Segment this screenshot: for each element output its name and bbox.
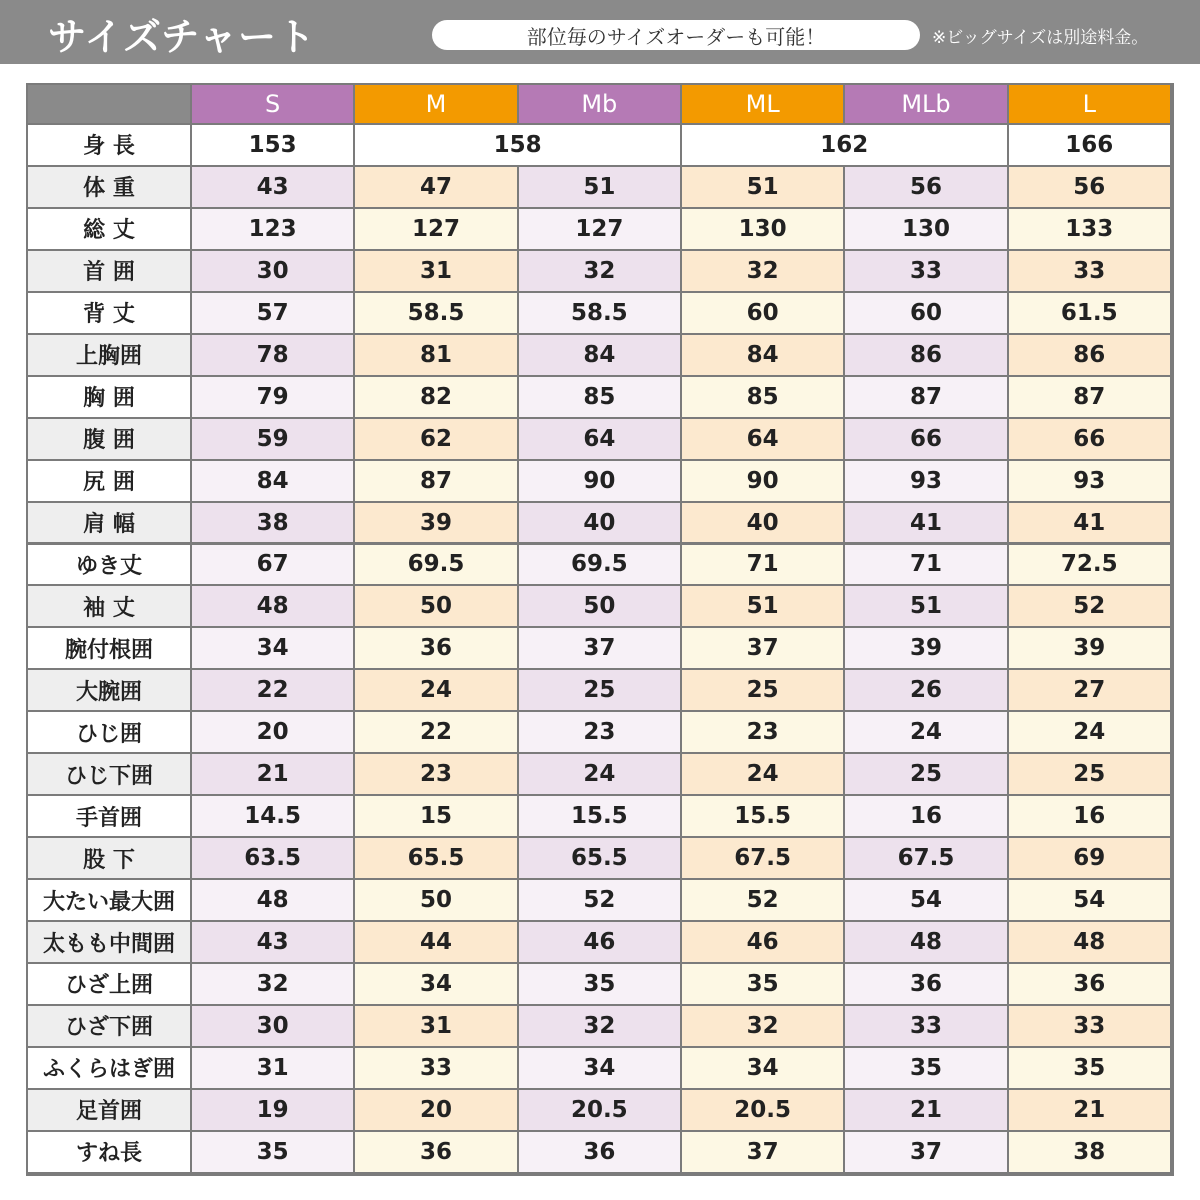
size-value-cell: 15.5 [682, 796, 843, 836]
size-value-cell: 52 [1009, 586, 1170, 626]
size-value-cell: 33 [1009, 251, 1170, 291]
size-value-cell: 56 [1009, 167, 1170, 207]
size-value-cell: 23 [355, 754, 516, 794]
size-value-cell: 133 [1009, 209, 1170, 249]
size-value-cell: 40 [682, 503, 843, 543]
big-size-note: ※ビッグサイズは別途料金。 [932, 28, 1149, 48]
size-value-cell: 65.5 [355, 838, 516, 878]
size-value-cell: 61.5 [1009, 293, 1170, 333]
size-value-cell: 81 [355, 335, 516, 375]
header-bar [0, 0, 1200, 64]
height-value-cell: 166 [1009, 125, 1170, 165]
size-value-cell: 48 [192, 586, 353, 626]
size-value-cell: 32 [519, 251, 680, 291]
row-label: 体 重 [28, 167, 190, 207]
size-value-cell: 54 [845, 880, 1006, 920]
row-label: 総 丈 [28, 209, 190, 249]
size-value-cell: 90 [682, 461, 843, 501]
size-value-cell: 39 [355, 503, 516, 543]
size-value-cell: 86 [845, 335, 1006, 375]
row-label: 背 丈 [28, 293, 190, 333]
size-value-cell: 22 [192, 670, 353, 710]
size-value-cell: 21 [1009, 1090, 1170, 1130]
size-value-cell: 32 [682, 1006, 843, 1046]
size-value-cell: 38 [1009, 1132, 1170, 1172]
size-value-cell: 33 [1009, 1006, 1170, 1046]
size-value-cell: 21 [845, 1090, 1006, 1130]
size-value-cell: 38 [192, 503, 353, 543]
row-label-height: 身 長 [28, 125, 190, 165]
size-value-cell: 54 [1009, 880, 1170, 920]
size-value-cell: 58.5 [519, 293, 680, 333]
size-value-cell: 25 [519, 670, 680, 710]
header-corner-cell [28, 85, 190, 123]
size-value-cell: 87 [1009, 377, 1170, 417]
size-value-cell: 47 [355, 167, 516, 207]
size-value-cell: 82 [355, 377, 516, 417]
size-value-cell: 46 [519, 922, 680, 962]
size-header-s: S [192, 85, 353, 123]
row-label: 足首囲 [28, 1090, 190, 1130]
size-header-ml: ML [682, 85, 843, 123]
size-order-pill [432, 20, 920, 50]
size-value-cell: 60 [845, 293, 1006, 333]
size-value-cell: 35 [519, 964, 680, 1004]
size-value-cell: 93 [845, 461, 1006, 501]
size-value-cell: 50 [519, 586, 680, 626]
size-value-cell: 51 [845, 586, 1006, 626]
row-label: 腹 囲 [28, 419, 190, 459]
row-label: 手首囲 [28, 796, 190, 836]
size-value-cell: 66 [845, 419, 1006, 459]
size-value-cell: 24 [682, 754, 843, 794]
size-value-cell: 127 [519, 209, 680, 249]
size-value-cell: 51 [682, 167, 843, 207]
size-value-cell: 20 [355, 1090, 516, 1130]
size-value-cell: 64 [682, 419, 843, 459]
size-value-cell: 30 [192, 1006, 353, 1046]
size-value-cell: 43 [192, 922, 353, 962]
size-value-cell: 60 [682, 293, 843, 333]
size-value-cell: 69 [1009, 838, 1170, 878]
size-value-cell: 64 [519, 419, 680, 459]
size-value-cell: 22 [355, 712, 516, 752]
size-value-cell: 34 [192, 628, 353, 668]
size-value-cell: 123 [192, 209, 353, 249]
size-value-cell: 24 [1009, 712, 1170, 752]
size-value-cell: 63.5 [192, 838, 353, 878]
size-value-cell: 67.5 [845, 838, 1006, 878]
size-value-cell: 62 [355, 419, 516, 459]
size-value-cell: 67 [192, 545, 353, 585]
size-value-cell: 84 [519, 335, 680, 375]
size-value-cell: 20.5 [682, 1090, 843, 1130]
size-value-cell: 25 [682, 670, 843, 710]
size-value-cell: 30 [192, 251, 353, 291]
row-label: 胸 囲 [28, 377, 190, 417]
size-value-cell: 52 [519, 880, 680, 920]
size-value-cell: 25 [1009, 754, 1170, 794]
size-value-cell: 40 [519, 503, 680, 543]
size-value-cell: 86 [1009, 335, 1170, 375]
size-header-m: M [355, 85, 516, 123]
size-value-cell: 34 [682, 1048, 843, 1088]
size-value-cell: 51 [682, 586, 843, 626]
row-label: 尻 囲 [28, 461, 190, 501]
size-order-text: 部位毎のサイズオーダーも可能！ [526, 24, 826, 49]
row-label: 肩 幅 [28, 503, 190, 543]
size-value-cell: 71 [845, 545, 1006, 585]
size-value-cell: 41 [1009, 503, 1170, 543]
size-value-cell: 50 [355, 880, 516, 920]
size-value-cell: 19 [192, 1090, 353, 1130]
size-value-cell: 25 [845, 754, 1006, 794]
size-value-cell: 130 [682, 209, 843, 249]
size-value-cell: 31 [355, 1006, 516, 1046]
size-value-cell: 85 [519, 377, 680, 417]
size-value-cell: 51 [519, 167, 680, 207]
size-value-cell: 41 [845, 503, 1006, 543]
size-value-cell: 16 [845, 796, 1006, 836]
size-value-cell: 69.5 [519, 545, 680, 585]
size-value-cell: 87 [355, 461, 516, 501]
size-chart-table [26, 83, 1174, 1176]
size-value-cell: 46 [682, 922, 843, 962]
row-label: ひざ上囲 [28, 964, 190, 1004]
size-value-cell: 32 [519, 1006, 680, 1046]
size-value-cell: 37 [519, 628, 680, 668]
size-value-cell: 69.5 [355, 545, 516, 585]
size-value-cell: 48 [1009, 922, 1170, 962]
size-value-cell: 71 [682, 545, 843, 585]
size-value-cell: 79 [192, 377, 353, 417]
size-value-cell: 130 [845, 209, 1006, 249]
size-value-cell: 33 [355, 1048, 516, 1088]
size-value-cell: 48 [192, 880, 353, 920]
size-value-cell: 27 [1009, 670, 1170, 710]
size-value-cell: 24 [355, 670, 516, 710]
size-value-cell: 32 [192, 964, 353, 1004]
size-value-cell: 14.5 [192, 796, 353, 836]
size-value-cell: 39 [1009, 628, 1170, 668]
size-value-cell: 24 [845, 712, 1006, 752]
size-value-cell: 56 [845, 167, 1006, 207]
size-value-cell: 44 [355, 922, 516, 962]
size-value-cell: 127 [355, 209, 516, 249]
size-value-cell: 36 [845, 964, 1006, 1004]
size-value-cell: 87 [845, 377, 1006, 417]
size-value-cell: 36 [355, 1132, 516, 1172]
size-value-cell: 24 [519, 754, 680, 794]
size-value-cell: 33 [845, 1006, 1006, 1046]
size-value-cell: 78 [192, 335, 353, 375]
size-value-cell: 39 [845, 628, 1006, 668]
size-value-cell: 15 [355, 796, 516, 836]
size-value-cell: 52 [682, 880, 843, 920]
size-value-cell: 66 [1009, 419, 1170, 459]
row-label: 大たい最大囲 [28, 880, 190, 920]
size-value-cell: 23 [682, 712, 843, 752]
size-value-cell: 35 [1009, 1048, 1170, 1088]
size-value-cell: 35 [845, 1048, 1006, 1088]
size-value-cell: 43 [192, 167, 353, 207]
row-label: 股 下 [28, 838, 190, 878]
row-label: ひじ囲 [28, 712, 190, 752]
size-value-cell: 36 [519, 1132, 680, 1172]
size-value-cell: 23 [519, 712, 680, 752]
size-value-cell: 20 [192, 712, 353, 752]
size-value-cell: 31 [355, 251, 516, 291]
size-value-cell: 36 [355, 628, 516, 668]
size-value-cell: 36 [1009, 964, 1170, 1004]
size-value-cell: 85 [682, 377, 843, 417]
size-value-cell: 90 [519, 461, 680, 501]
size-value-cell: 48 [845, 922, 1006, 962]
page-title: サイズチャート [48, 15, 317, 59]
size-value-cell: 34 [355, 964, 516, 1004]
size-value-cell: 59 [192, 419, 353, 459]
row-label: 上胸囲 [28, 335, 190, 375]
size-value-cell: 50 [355, 586, 516, 626]
size-value-cell: 37 [682, 1132, 843, 1172]
row-label: 腕付根囲 [28, 628, 190, 668]
size-value-cell: 58.5 [355, 293, 516, 333]
row-label: 太もも中間囲 [28, 922, 190, 962]
size-value-cell: 15.5 [519, 796, 680, 836]
row-label: ひじ下囲 [28, 754, 190, 794]
size-value-cell: 57 [192, 293, 353, 333]
size-value-cell: 84 [682, 335, 843, 375]
size-value-cell: 37 [682, 628, 843, 668]
size-value-cell: 65.5 [519, 838, 680, 878]
size-value-cell: 72.5 [1009, 545, 1170, 585]
size-value-cell: 21 [192, 754, 353, 794]
height-value-cell: 153 [192, 125, 353, 165]
size-value-cell: 16 [1009, 796, 1170, 836]
size-value-cell: 34 [519, 1048, 680, 1088]
row-label: 首 囲 [28, 251, 190, 291]
row-label: 大腕囲 [28, 670, 190, 710]
size-header-mb: Mb [519, 85, 680, 123]
size-value-cell: 35 [682, 964, 843, 1004]
size-value-cell: 33 [845, 251, 1006, 291]
size-value-cell: 20.5 [519, 1090, 680, 1130]
size-value-cell: 93 [1009, 461, 1170, 501]
row-label: ゆき丈 [28, 545, 190, 585]
size-value-cell: 31 [192, 1048, 353, 1088]
height-value-cell: 158 [355, 125, 680, 165]
size-value-cell: 35 [192, 1132, 353, 1172]
row-label: ふくらはぎ囲 [28, 1048, 190, 1088]
size-header-mlb: MLb [845, 85, 1006, 123]
row-label: ひざ下囲 [28, 1006, 190, 1046]
size-value-cell: 26 [845, 670, 1006, 710]
size-header-l: L [1009, 85, 1170, 123]
size-value-cell: 32 [682, 251, 843, 291]
size-value-cell: 37 [845, 1132, 1006, 1172]
size-value-cell: 67.5 [682, 838, 843, 878]
height-value-cell: 162 [682, 125, 1007, 165]
row-label: 袖 丈 [28, 586, 190, 626]
size-value-cell: 84 [192, 461, 353, 501]
row-label: すね長 [28, 1132, 190, 1172]
